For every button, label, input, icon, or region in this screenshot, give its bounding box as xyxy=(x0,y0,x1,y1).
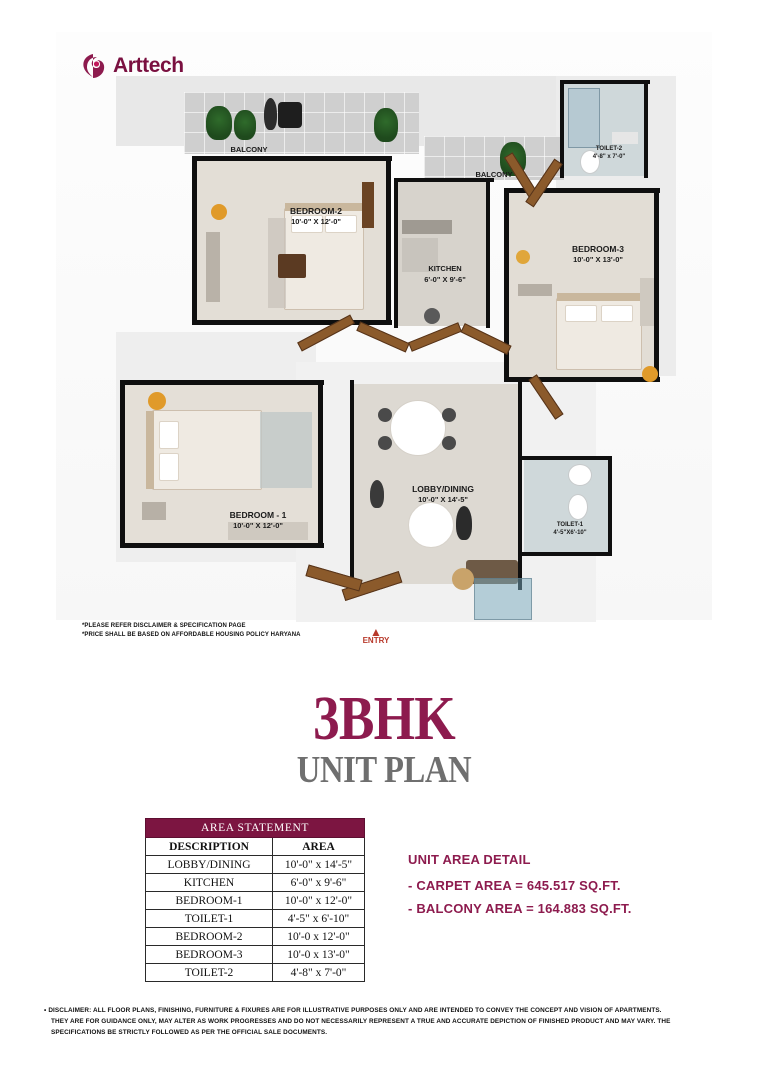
entry-marker: ▲ ENTRY xyxy=(352,628,400,645)
column-header-description: DESCRIPTION xyxy=(146,838,273,856)
wall xyxy=(120,380,125,548)
room-dim-bedroom-2: 10'-0" X 12'-0" xyxy=(291,217,341,226)
plant-icon xyxy=(374,108,398,142)
room-toilet-1 xyxy=(524,460,608,554)
table-row xyxy=(146,946,365,964)
table-row xyxy=(146,874,365,892)
door-leaf xyxy=(408,322,462,352)
shower-glass xyxy=(568,88,600,148)
side-table xyxy=(452,568,474,590)
room-label-bedroom-3: BEDROOM-3 xyxy=(572,244,624,254)
room-label-bedroom-2: BEDROOM-2 xyxy=(290,206,342,216)
nightstand xyxy=(142,502,166,520)
shelf xyxy=(640,278,654,326)
room-dim-kitchen: 6'-0" X 9'-6" xyxy=(424,275,466,284)
disclaimer-line-3: SPECIFICATIONS BE STRICTLY FOLLOWED AS PER THE OFFICIAL SALE DOCUMENTS. xyxy=(51,1029,328,1037)
lamp-icon xyxy=(148,392,166,410)
area-statement-heading: AREA STATEMENT xyxy=(146,819,365,838)
door-leaf xyxy=(356,321,409,352)
wall xyxy=(350,380,354,590)
dining-chair xyxy=(442,436,456,450)
room-label-bedroom-1: BEDROOM - 1 xyxy=(229,510,287,520)
kitchen-counter xyxy=(402,220,452,234)
cell-area: 10'-0" x 12'-0" xyxy=(273,892,365,910)
lamp-icon xyxy=(642,366,658,382)
dining-chair xyxy=(378,436,392,450)
wall xyxy=(518,380,522,590)
plan-note-2: *PRICE SHALL BE BASED ON AFFORDABLE HOUSING POLICY HARYANA xyxy=(82,632,301,638)
brand-name: Arttech xyxy=(113,54,184,77)
cell-description: BEDROOM-2 xyxy=(146,928,273,946)
wall xyxy=(386,156,391,324)
room-label-balcony-left: BALCONY xyxy=(230,145,268,154)
disclaimer-line-2: THEY ARE FOR GUIDANCE ONLY, MAY ALTER AS WORK PROGRESSES AND DO NOT NECESSARILY REPRESENT A TRUE AND ACCURATE DEPICTION OF FINISHED PRODUCT AND MAY VARY. THE xyxy=(51,1018,671,1026)
dining-chair xyxy=(442,408,456,422)
column-header-area: AREA xyxy=(273,838,365,856)
dresser xyxy=(518,284,552,296)
stool xyxy=(424,308,440,324)
arttech-swirl-logo-icon xyxy=(80,52,106,80)
unit-area-detail-title: UNIT AREA DETAIL xyxy=(408,852,531,867)
coffee-table xyxy=(408,502,454,548)
room-label-toilet-1: TOILET-1 xyxy=(556,522,584,528)
wall xyxy=(120,543,324,548)
dining-table xyxy=(390,400,446,456)
dining-chair xyxy=(378,408,392,422)
wall xyxy=(120,380,324,385)
table-column-row xyxy=(146,838,365,856)
bullet-icon: • xyxy=(44,1007,47,1014)
room-dim-bedroom-3: 10'-0" X 13'-0" xyxy=(573,255,623,264)
title-sub: UNIT PLAN xyxy=(296,748,472,791)
wall xyxy=(608,456,612,556)
cell-description: TOILET-1 xyxy=(146,910,273,928)
disclaimer xyxy=(44,1005,734,1038)
bed-bedroom-1 xyxy=(152,410,262,490)
wall xyxy=(486,178,490,328)
title-main: 3BHK xyxy=(313,685,455,753)
wc-fixture xyxy=(568,494,588,520)
disclaimer-line-1 xyxy=(44,1005,734,1016)
entry-label: ENTRY xyxy=(362,636,390,645)
cell-area: 4'-8" x 7'-0" xyxy=(273,964,365,982)
washbasin xyxy=(568,464,592,486)
disclaimer-text-1: DISCLAIMER: ALL FLOOR PLANS, FINISHING, FURNITURE & FIXURES ARE FOR ILLUSTRATIVE PURPOSES ONLY AND ARE INTENDED TO CONVEY THE CONCEPT AND VISION OF APARTMENTS. xyxy=(48,1007,662,1014)
brand-logo xyxy=(80,52,184,80)
wall xyxy=(520,456,612,460)
unit-area-balcony: - BALCONY AREA = 164.883 SQ.FT. xyxy=(408,901,632,916)
person-figure xyxy=(456,506,472,540)
wall xyxy=(192,156,392,161)
plant-icon xyxy=(234,110,256,140)
cell-description: KITCHEN xyxy=(146,874,273,892)
table-header-row xyxy=(146,819,365,838)
bed-bedroom-3 xyxy=(556,298,642,370)
unit-area-detail xyxy=(408,852,632,924)
wall xyxy=(192,156,197,324)
wall xyxy=(520,552,612,556)
unit-area-carpet: - CARPET AREA = 645.517 SQ.FT. xyxy=(408,878,621,893)
lamp-icon xyxy=(211,204,227,220)
person-figure xyxy=(370,480,384,508)
room-label-balcony-right: BALCONY xyxy=(475,170,513,179)
cell-description: LOBBY/DINING xyxy=(146,856,273,874)
person-figure xyxy=(278,102,302,128)
table-row xyxy=(146,928,365,946)
cell-area: 10'-0 x 13'-0" xyxy=(273,946,365,964)
wall xyxy=(644,80,648,178)
room-dim-toilet-2: 4'-8" x 7'-0" xyxy=(592,154,626,160)
room-dim-toilet-1: 4'-5"X6'-10" xyxy=(553,530,587,536)
table-row xyxy=(146,910,365,928)
side-table xyxy=(278,254,306,278)
cell-area: 10'-0" x 14'-5" xyxy=(273,856,365,874)
plan-notes xyxy=(82,622,301,640)
cell-description: TOILET-2 xyxy=(146,964,273,982)
cell-area: 4'-5" x 6'-10" xyxy=(273,910,365,928)
room-label-kitchen: KITCHEN xyxy=(428,264,462,273)
table-row xyxy=(146,856,365,874)
room-label-lobby-dining: LOBBY/DINING xyxy=(412,484,474,494)
balcony-glass xyxy=(474,578,532,620)
wall xyxy=(560,80,650,84)
vanity-counter xyxy=(612,132,638,144)
cell-area: 10'-0 x 12'-0" xyxy=(273,928,365,946)
room-dim-lobby-dining: 10'-0" X 14'-5" xyxy=(418,495,468,504)
area-statement-table xyxy=(145,818,365,982)
wall xyxy=(394,178,398,328)
room-label-toilet-2: TOILET-2 xyxy=(595,146,623,152)
page-title xyxy=(0,685,768,791)
plan-note-1: *PLEASE REFER DISCLAIMER & SPECIFICATION PAGE xyxy=(82,623,246,629)
table-row xyxy=(146,892,365,910)
person-figure xyxy=(264,98,277,130)
wall xyxy=(654,188,659,382)
rug xyxy=(260,412,312,488)
lamp-icon xyxy=(516,250,530,264)
cell-description: BEDROOM-3 xyxy=(146,946,273,964)
table-row xyxy=(146,964,365,982)
room-dim-bedroom-1: 10'-0" X 12'-0" xyxy=(233,521,283,530)
wardrobe xyxy=(206,232,220,302)
cell-area: 6'-0" x 9'-6" xyxy=(273,874,365,892)
cell-description: BEDROOM-1 xyxy=(146,892,273,910)
plant-icon xyxy=(206,106,232,140)
